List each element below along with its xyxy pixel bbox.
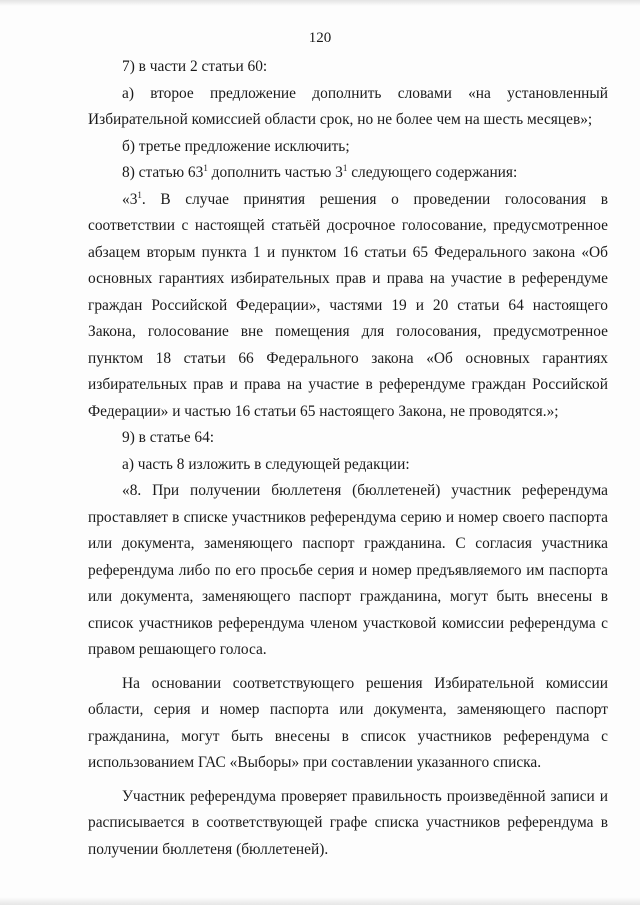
superscript: 1 — [342, 163, 348, 173]
text-run: «3 — [122, 190, 138, 208]
text-run: На основании соответствующего решения Избирательной комиссии области, серия и номер паспорта или документа, заменяющего паспорт гражданина, могут быть внесены в список участников референдума с использованием ГАС «Выборы» при составлении указанного списка. — [88, 674, 608, 771]
paragraph — [88, 425, 608, 452]
paragraph — [88, 784, 608, 864]
scan-edge-bottom — [0, 897, 640, 905]
paragraph — [88, 134, 608, 161]
text-run: б) третье предложение исключить; — [122, 137, 350, 155]
document-body — [88, 54, 608, 863]
page-number: 120 — [308, 30, 332, 46]
scan-edge-top — [0, 0, 640, 6]
text-run: а) часть 8 изложить в следующей редакции: — [122, 455, 410, 473]
text-run: 9) в статье 64: — [122, 429, 215, 446]
paragraph — [88, 81, 608, 134]
text-run: дополнить частью 3 — [207, 164, 343, 181]
paragraph — [88, 452, 608, 479]
paragraph — [88, 187, 608, 426]
text-run: «8. При получении бюллетеня (бюллетеней) участник референдума проставляет в списке участников референдума серию и номер своего паспорта или документа, заменяющего паспорт гражданина. С согласия участника референдума либо по его просьбе серия и номер предъявляемого им паспорта или документа, заменяющего паспорт гражданина, могут быть внесены в список участников референдума членом участковой комиссии референдума с правом решающего голоса. — [88, 482, 608, 658]
text-run: следующего содержания: — [347, 164, 518, 181]
paragraph — [88, 160, 608, 187]
paragraph — [88, 671, 608, 777]
text-run: . В случае принятия решения о проведении голосования в соответствии с настоящей статьёй досрочное голосование, предусмотренное абзацем вторым пункта 1 и пунктом 16 статьи 65 Федерального закона «Об основных гарантиях избирательных прав и права на участие в референдуме граждан Российской Федерации», частями 19 и 20 статьи 64 настоящего Закона, голосование вне помещения для голосования, предусмотренное пунктом 18 статьи 66 Федерального закона «Об основных гарантиях избирательных прав и права на участие в референдуме граждан Российской Федерации» и частью 16 статьи 65 настоящего Закона, не проводятся.»; — [88, 190, 608, 420]
superscript: 1 — [203, 163, 208, 173]
text-run: Участник референдума проверяет правильность произведённой записи и расписывается в соответствующей графе списка участников референдума в получении бюллетеня (бюллетеней). — [88, 787, 608, 858]
text-run: 7) в части 2 статьи 60: — [122, 58, 268, 75]
text-run: 8) статью 63 — [122, 164, 204, 181]
paragraph — [88, 478, 608, 664]
superscript: 1 — [137, 189, 142, 200]
text-run: а) второе предложение дополнить словами «на установленный Избирательной комиссией области срок, но не более чем на шесть месяцев»; — [88, 84, 608, 128]
paragraph — [88, 54, 608, 81]
